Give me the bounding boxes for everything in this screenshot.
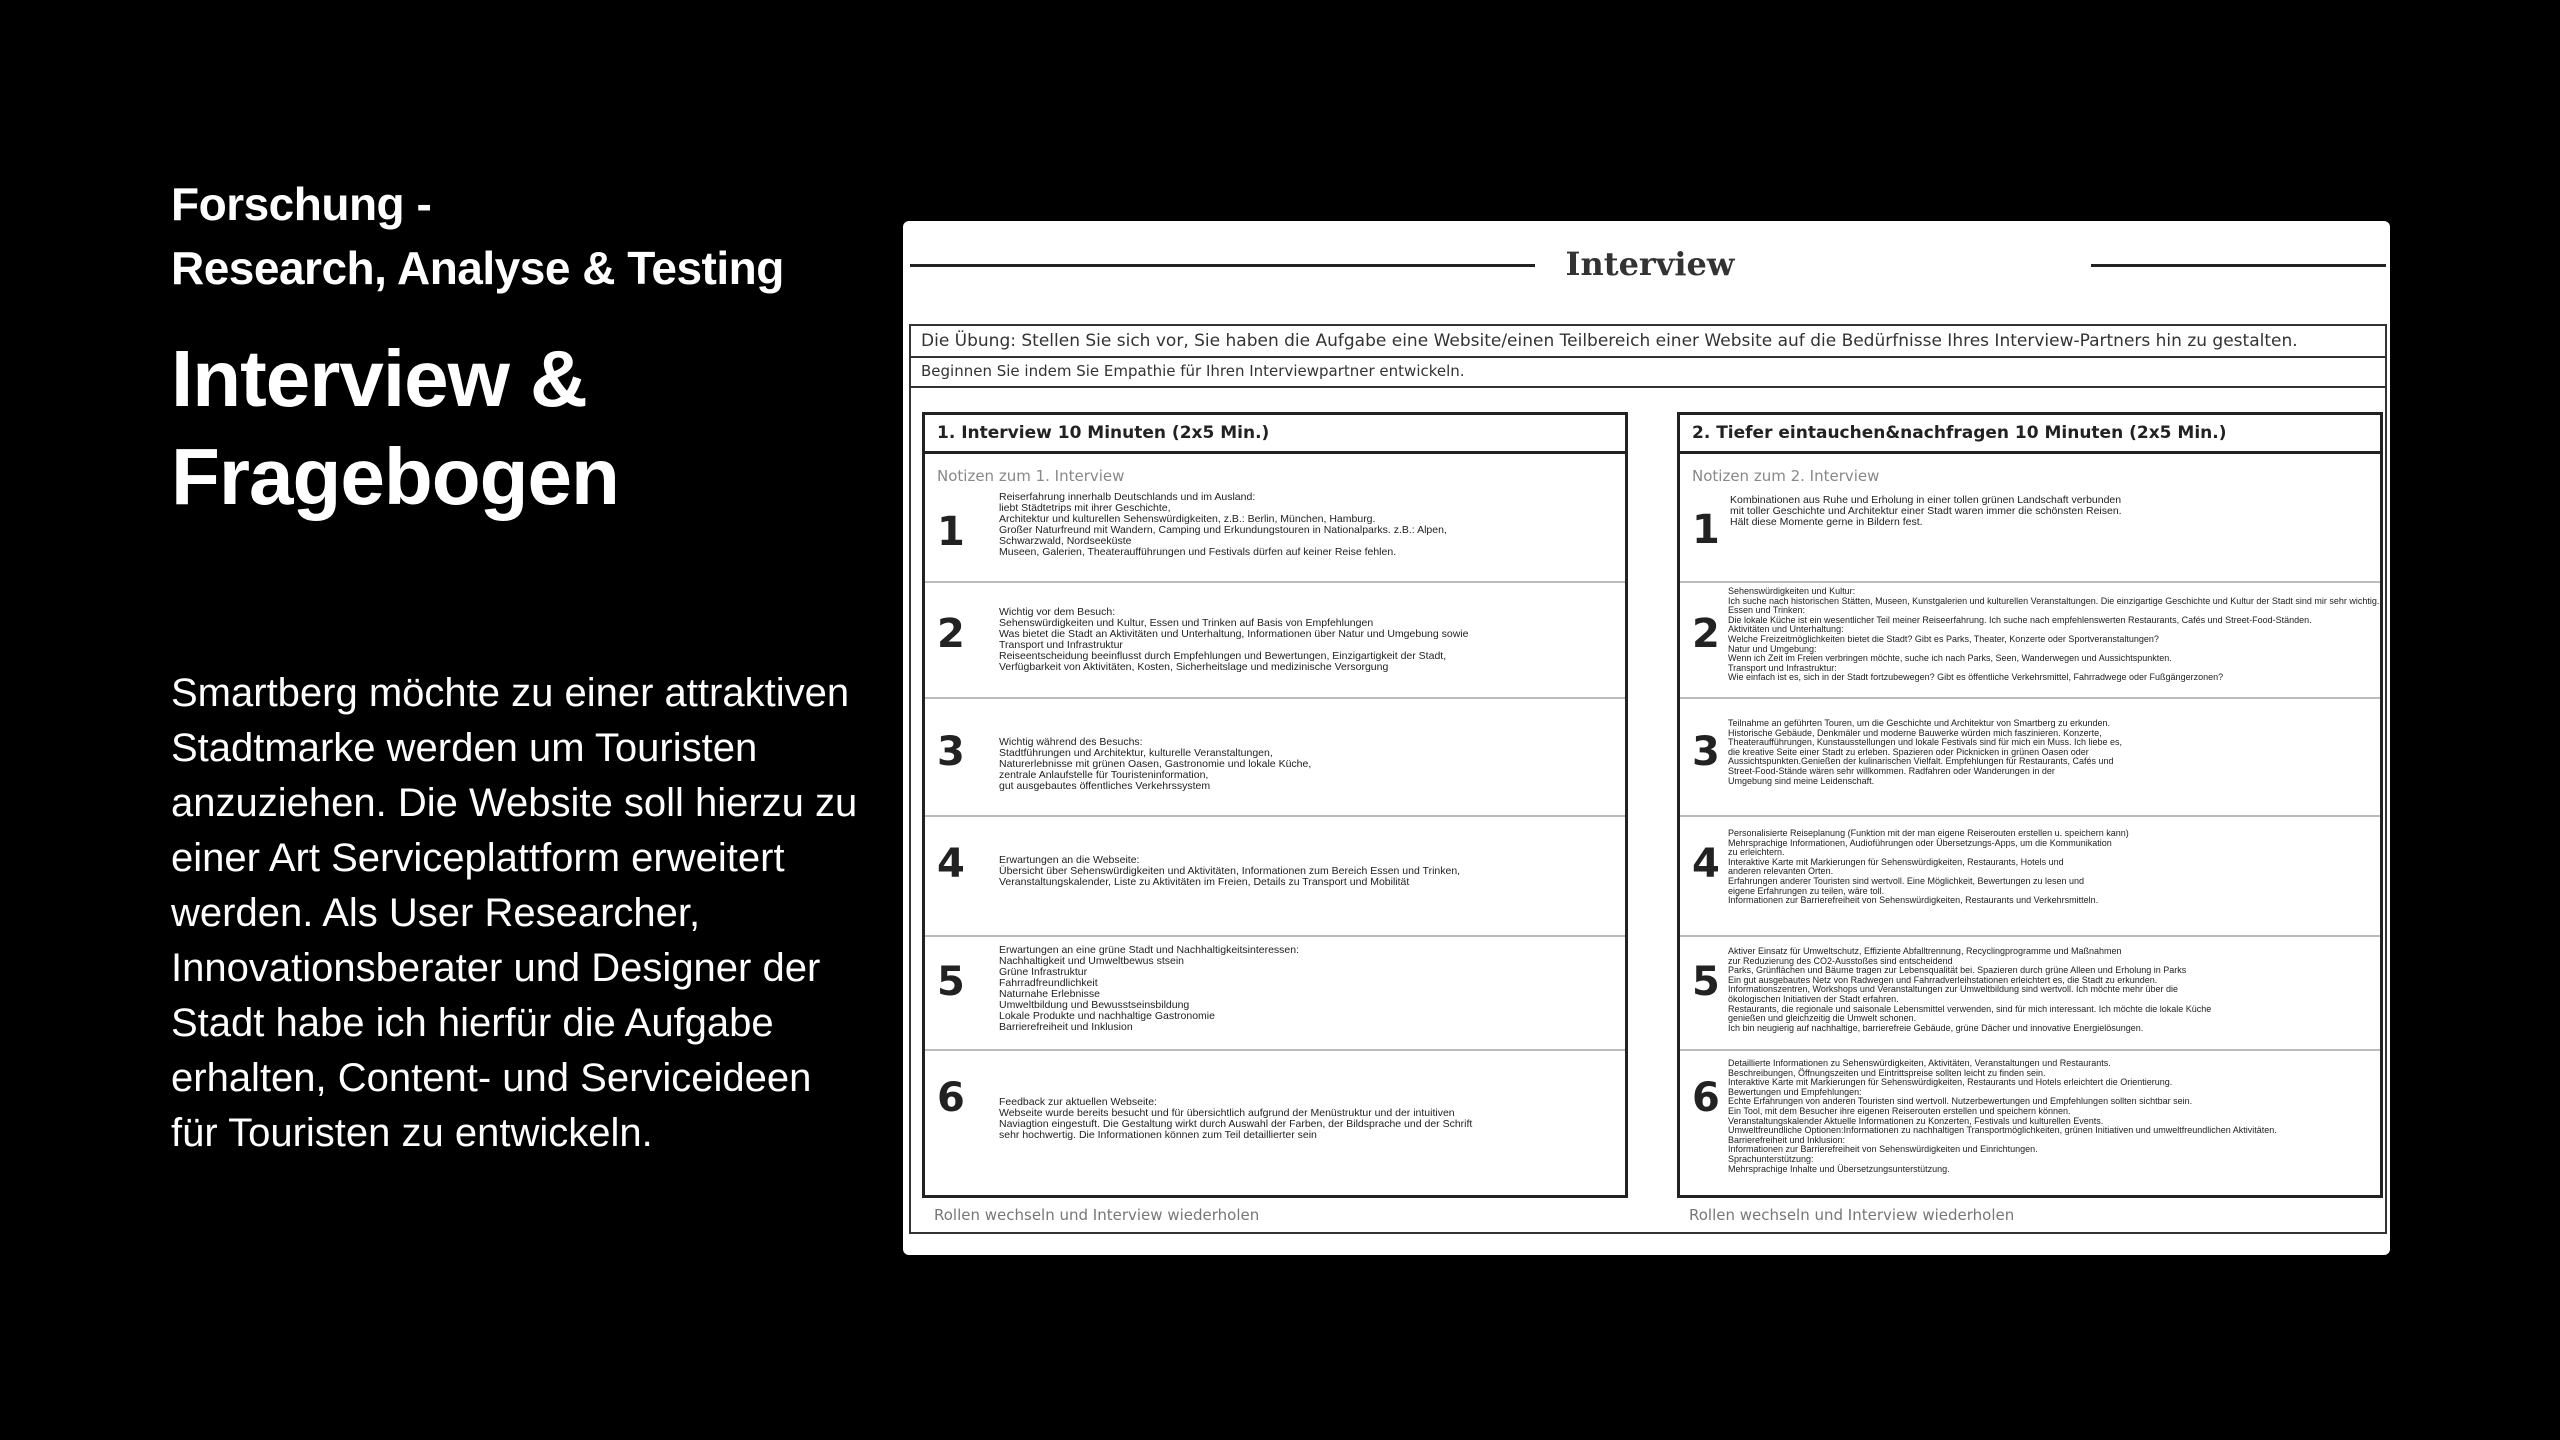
note-row-text: Detaillierte Informationen zu Sehenswürdigkeiten, Aktivitäten, Veranstaltungen und Restaurants. Beschreibungen, Öffnungszeiten und Eintrittspreise sollten leicht zu finden sein. Interaktive Karte mit Markierungen für Sehenswürdigkeiten, Restaurants und Hotels erleichtert die Orientierung. Bewertungen und Empfehlungen: Echte Erfahrungen von anderen Touristen sind wertvoll. Nutzerbewertungen und Empfehlungen sollten sichtbar sein. Ein Tool, mit dem Besucher ihre eigenen Reiserouten erstellen und speichern können. Veranstaltungskalender Aktuelle Informationen zu Konzerten, Festivals und kulturellen Events. Umweltfreundliche Optionen:Informationen zu nachhaltigen Transportmöglichkeiten, grünen Initiativen und umweltfreundlichen Aktivitäten. Barrierefreiheit und Inklusion: Informationen zur Barrierefreiheit von Sehenswürdigkeiten und Einrichtungen. Sprachunterstützung: Mehrsprachige Inhalte und Übersetzungsunterstützung. xyxy=(1728,1058,2277,1174)
note-row-number: 2 xyxy=(1692,611,1720,657)
interview-1-footer: Rollen wechseln und Interview wiederholen xyxy=(934,1206,1260,1224)
note-row-number: 5 xyxy=(937,959,965,1005)
note-row-number: 6 xyxy=(1692,1075,1720,1121)
note-row-number: 1 xyxy=(937,509,965,555)
title-line-1: Interview & xyxy=(171,334,587,423)
note-row xyxy=(925,1049,1625,1189)
note-row xyxy=(1680,815,2380,937)
note-row-number: 4 xyxy=(937,841,965,887)
note-row-text: Sehenswürdigkeiten und Kultur: Ich suche nach historischen Stätten, Museen, Kunstgalerien und kulturellen Veranstaltungen. Die einzigartige Geschichte und Kultur der Stadt sind mir sehr wichtig. Essen und Trinken: Die lokale Küche ist ein wesentlicher Teil meiner Reiseerfahrung. Ich suche nach empfehlenswerten Restaurants, Cafés und Street-Food-Ständen. Aktivitäten und Unterhaltung: Welche Freizeitmöglichkeiten bietet die Stadt? Gibt es Parks, Theater, Konzerte oder Sportveranstaltungen? Natur und Umgebung: Wenn ich Zeit im Freien verbringen möchte, suche ich nach Parks, Seen, Wanderwegen und Aussichtspunkten. Transport und Infrastruktur: Wie einfach ist es, sich in der Stadt fortzubewegen? Gibt es öffentliche Verkehrsmittel, Fahrradwege oder Fußgängerzonen? xyxy=(1728,586,2380,683)
note-row-number: 1 xyxy=(1692,507,1720,553)
interview-1-notes-label: Notizen zum 1. Interview xyxy=(937,467,1125,485)
note-row xyxy=(925,487,1625,583)
note-row-number: 5 xyxy=(1692,959,1720,1005)
note-row xyxy=(1680,581,2380,699)
note-row xyxy=(925,935,1625,1051)
note-row-text: Wichtig während des Besuchs: Stadtführungen und Architektur, kulturelle Veranstaltungen, Naturerlebnisse mit grünen Oasen, Gastronomie und lokale Küche, zentrale Anlaufstelle für Touristeninformation, gut ausgebautes öffentliches Verkehrssystem xyxy=(999,736,1312,792)
interview-2-box xyxy=(1677,412,2383,1198)
note-row-text: Wichtig vor dem Besuch: Sehenswürdigkeiten und Kultur, Essen und Trinken auf Basis von Empfehlungen Was bietet die Stadt an Aktivitäten und Unterhaltung, Informationen über Natur und Umgebung sowie Transport und Infrastruktur Reiseentscheidung beeinflusst durch Empfehlungen und Bewertungen, Einzigartigkeit der Stadt, Verfügbarkeit von Aktivitäten, Kosten, Sicherheitslage und medizinische Versorgung xyxy=(999,606,1469,673)
note-row-number: 4 xyxy=(1692,841,1720,887)
note-row-text: Personalisierte Reiseplanung (Funktion mit der man eigene Reiserouten erstellen u. speichern kann) Mehrsprachige Informationen, Audioführungen oder Übersetzungs-Apps, um die Kommunikation zu erleichtern. Interaktive Karte mit Markierungen für Sehenswürdigkeiten, Restaurants, Hotels und anderen relevanten Orten. Erfahrungen anderer Touristen sind wertvoll. Eine Möglichkeit, Bewertungen zu lesen und eigene Erfahrungen zu teilen, wäre toll. Informationen zur Barrierefreiheit von Sehenswürdigkeiten, Restaurants und Verkehrsmitteln. xyxy=(1728,828,2129,906)
section-eyebrow xyxy=(171,172,871,300)
interview-1-box xyxy=(922,412,1628,1198)
eyebrow-line-1: Forschung - xyxy=(171,178,432,230)
note-row-text: Kombinationen aus Ruhe und Erholung in einer tollen grünen Landschaft verbunden mit toller Geschichte und Architektur einer Stadt waren immer die schönsten Reisen. Hält diese Momente gerne in Bildern fest. xyxy=(1730,494,2122,528)
title-rule-right xyxy=(2091,264,2386,267)
empathy-instruction: Beginnen Sie indem Sie Empathie für Ihren Interviewpartner entwickeln. xyxy=(911,356,2385,388)
note-row-text: Reiserfahrung innerhalb Deutschlands und im Ausland: liebt Städtetrips mit ihrer Geschichte, Architektur und kulturellen Sehenswürdigkeiten, z.B.: Berlin, München, Hamburg. Großer Naturfreund mit Wandern, Camping und Erkundungstouren in Nationalparks. z.B.: Alpen, Schwarzwald, Nordseeküste Museen, Galerien, Theateraufführungen und Festivals dürfen auf keiner Reise fehlen. xyxy=(999,491,1447,558)
note-row-number: 2 xyxy=(937,611,965,657)
title-line-2: Fragebogen xyxy=(171,432,619,521)
note-row xyxy=(925,697,1625,817)
note-row-number: 6 xyxy=(937,1075,965,1121)
note-row xyxy=(1680,487,2380,583)
note-row-text: Teilnahme an geführten Touren, um die Geschichte und Architektur von Smartberg zu erkunden. Historische Gebäude, Denkmäler und moderne Bauwerke würden mich faszinieren. Konzerte, Theateraufführungen, Kunstausstellungen und lokale Festivals sind für mich ein Muss. Ich liebe es, die kreative Seite einer Stadt zu erleben. Spazieren oder Picknicken in grünen Oasen oder Aussichtspunkten.Genießen der kulinarischen Vielfalt. Empfehlungen für Restaurants, Cafés und Street-Food-Stände wären sehr willkommen. Radfahren oder Wanderungen in der Umgebung sind meine Leidenschaft. xyxy=(1728,718,2123,786)
note-row-number: 3 xyxy=(937,729,965,775)
worksheet-title: Interview xyxy=(1565,245,1735,283)
interview-2-footer: Rollen wechseln und Interview wiederholen xyxy=(1689,1206,2015,1224)
note-row xyxy=(1680,935,2380,1051)
worksheet-frame xyxy=(909,324,2387,1234)
note-row-number: 3 xyxy=(1692,729,1720,775)
description-text: Smartberg möchte zu einer attraktiven Stadtmarke werden um Touristen anzuziehen. Die Website soll hierzu zu einer Art Serviceplattform erweitert werden. Als User Researcher, Innovationsberater und Designer der Stadt habe ich hierfür die Aufgabe erhalten, Content- und Serviceideen für Touristen zu entwickeln. xyxy=(171,671,858,1155)
eyebrow-line-2: Research, Analyse & Testing xyxy=(171,242,784,294)
page-title xyxy=(171,330,871,526)
note-row-text: Feedback zur aktuellen Webseite: Webseite wurde bereits besucht und für übersichtlich aufgrund der Menüstruktur und der intuitiven Naviagtion eingestuft. Die Gestaltung wirkt durch Auswahl der Farben, der Bildsprache und der Schrift sehr hochwertig. Die Informationen können zum Teil detaillierter sein xyxy=(999,1096,1473,1141)
note-row xyxy=(1680,697,2380,817)
note-row xyxy=(925,815,1625,937)
exercise-instruction: Die Übung: Stellen Sie sich vor, Sie haben die Aufgabe eine Website/einen Teilbereich einer Website auf die Bedürfnisse Ihres Interview-Partners hin zu gestalten. xyxy=(911,326,2385,358)
note-row xyxy=(1680,1049,2380,1189)
worksheet-title-row xyxy=(910,239,2390,289)
interview-1-heading: 1. Interview 10 Minuten (2x5 Min.) xyxy=(925,415,1625,454)
interview-worksheet-image xyxy=(903,221,2390,1255)
note-row-text: Erwartungen an die Webseite: Übersicht über Sehenswürdigkeiten und Aktivitäten, Informationen zum Bereich Essen und Trinken, Veranstaltungskalender, Liste zu Aktivitäten im Freien, Details zu Transport und Mobilität xyxy=(999,854,1461,888)
interview-2-notes-label: Notizen zum 2. Interview xyxy=(1692,467,1880,485)
interview-2-heading: 2. Tiefer eintauchen&nachfragen 10 Minuten (2x5 Min.) xyxy=(1680,415,2380,454)
note-row-text: Erwartungen an eine grüne Stadt und Nachhaltigkeitsinteressen: Nachhaltigkeit und Umweltbewus stsein Grüne Infrastruktur Fahrradfreundlichkeit Naturnahe Erlebnisse Umweltbildung und Bewusstseinsbildung Lokale Produkte und nachhaltige Gastronomie Barrierefreiheit und Inklusion xyxy=(999,944,1300,1033)
note-row xyxy=(925,581,1625,699)
note-row-text: Aktiver Einsatz für Umweltschutz, Effiziente Abfalltrennung, Recyclingprogramme und Maßnahmen zur Reduzierung des CO2-Ausstoßes sind entscheidend Parks, Grünflächen und Bäume tragen zur Lebensqualität bei. Spazieren durch grüne Alleen und Erholung in Parks Ein gut ausgebautes Netz von Radwegen und Fahrradverleihstationen erleichtert es, die Stadt zu erkunden. Informationszentren, Workshops und Veranstaltungen zur Umweltbildung sind wertvoll. Ich möchte mehr über die ökologischen Initiativen der Stadt erfahren. Restaurants, die regionale und saisonale Lebensmittel verwenden, sind für mich interessant. Ich möchte die lokale Küche genießen und gleichzeitig die Umwelt schonen. Ich bin neugierig auf nachhaltige, barrierefreie Gebäude, grüne Dächer und innovative Energielösungen. xyxy=(1728,946,2212,1033)
